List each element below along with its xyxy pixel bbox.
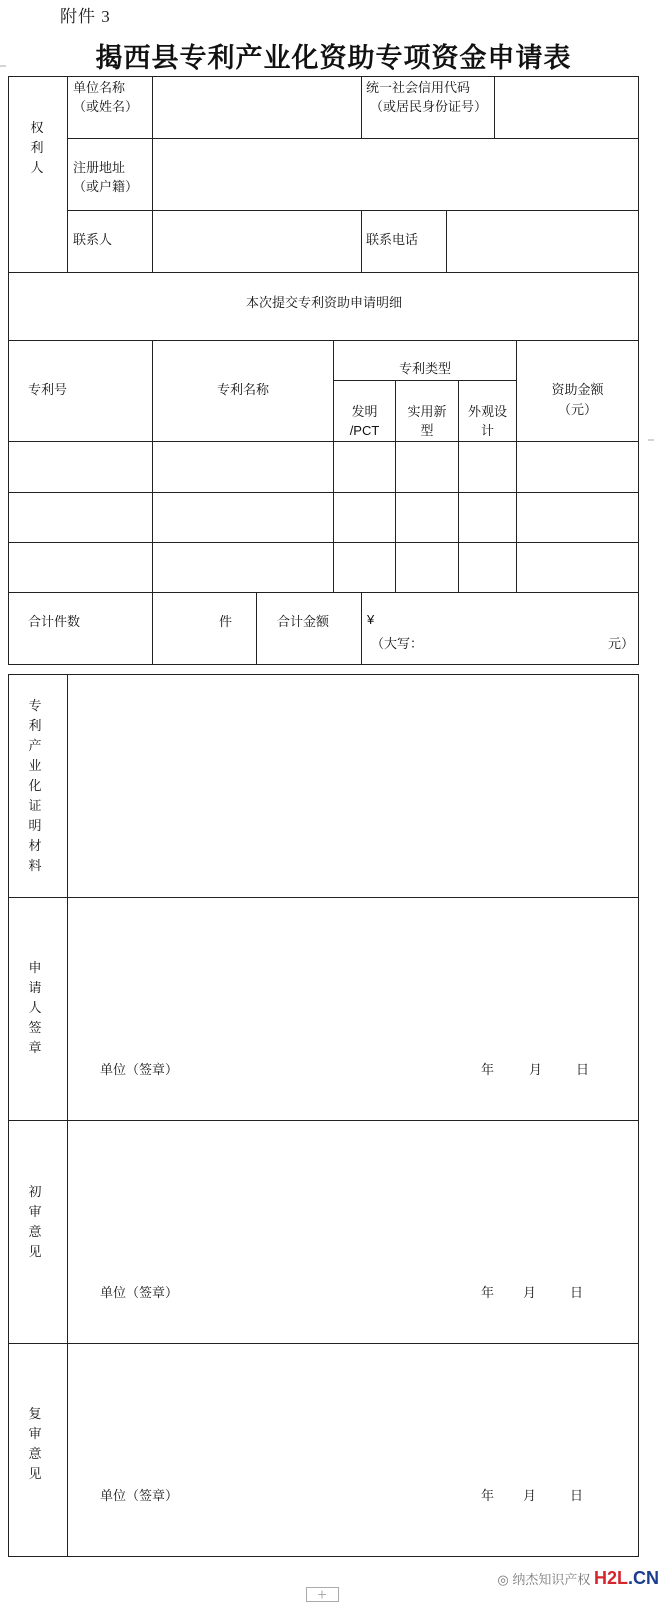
yen-symbol: ¥ [367, 612, 375, 627]
first-review-label: 初 审 意 见 [28, 1184, 42, 1259]
col-amount-unit: （元） [557, 402, 597, 417]
watermark-account: 纳杰知识产权 [512, 1572, 591, 1587]
col-patent-name: 专利名称 [216, 382, 269, 397]
type-design-2: 计 [480, 423, 494, 438]
daxie-label: （大写： [371, 636, 424, 651]
watermark-brand-a: H2L [593, 1568, 628, 1588]
credit-code-label: 统一社会信用代码 [366, 80, 471, 95]
phone-label: 联系电话 [366, 232, 419, 247]
credit-code-field[interactable] [497, 80, 635, 136]
first-review-month: 月 [523, 1285, 537, 1300]
wechat-icon: ◎ [497, 1572, 509, 1587]
second-review-label: 复 审 意 见 [28, 1406, 42, 1481]
proof-materials-field[interactable] [68, 675, 638, 897]
unit-name-sub: （或姓名） [73, 99, 139, 114]
col-amount: 资助金额 [551, 382, 604, 397]
second-review-day: 日 [570, 1488, 584, 1503]
detail-heading: 本次提交专利资助申请明细 [245, 295, 402, 310]
address-field[interactable] [154, 142, 634, 208]
applicant-seal-label: 申 请 人 签 章 [28, 960, 42, 1055]
applicant-month: 月 [529, 1062, 543, 1077]
rights-holder-label: 权利人 [30, 120, 44, 175]
unit-name-label: 单位名称 [73, 80, 126, 95]
total-count-label: 合计件数 [28, 614, 81, 629]
address-label: 注册地址 [73, 160, 126, 175]
contact-label: 联系人 [73, 232, 113, 247]
type-utility: 实用新 [407, 404, 447, 419]
first-review-unit-seal: 单位（签章） [100, 1285, 179, 1300]
second-review-year: 年 [481, 1488, 495, 1503]
col-patent-type: 专利类型 [398, 361, 451, 376]
first-review-year: 年 [481, 1285, 495, 1300]
applicant-unit-seal: 单位（签章） [100, 1062, 179, 1077]
total-amount-label: 合计金额 [277, 614, 330, 629]
unit-name-field[interactable] [154, 80, 358, 136]
second-review-unit-seal: 单位（签章） [100, 1488, 179, 1503]
col-patent-number: 专利号 [28, 382, 68, 397]
phone-field[interactable] [449, 214, 635, 270]
first-review-day: 日 [570, 1285, 584, 1300]
type-invention-pct: /PCT [349, 423, 380, 438]
address-sub: （或户籍） [73, 179, 139, 194]
type-utility-2: 型 [420, 423, 434, 438]
watermark [497, 1568, 659, 1589]
applicant-day: 日 [576, 1062, 590, 1077]
type-invention: 发明 [351, 404, 378, 419]
proof-materials-label: 专 利 产 业 化 证 明 材 料 [28, 698, 42, 873]
detail-rows[interactable] [9, 442, 638, 592]
yuan-label: 元） [608, 636, 635, 651]
contact-field[interactable] [154, 214, 358, 270]
second-review-month: 月 [523, 1488, 537, 1503]
watermark-brand-b: .CN [628, 1568, 659, 1588]
attachment-label: 附件 3 [60, 7, 111, 26]
credit-code-sub: （或居民身份证号） [370, 99, 488, 114]
count-unit: 件 [219, 614, 233, 629]
form-title: 揭西县专利产业化资助专项资金申请表 [95, 43, 572, 74]
type-design: 外观设 [467, 404, 507, 419]
applicant-year: 年 [481, 1062, 495, 1077]
